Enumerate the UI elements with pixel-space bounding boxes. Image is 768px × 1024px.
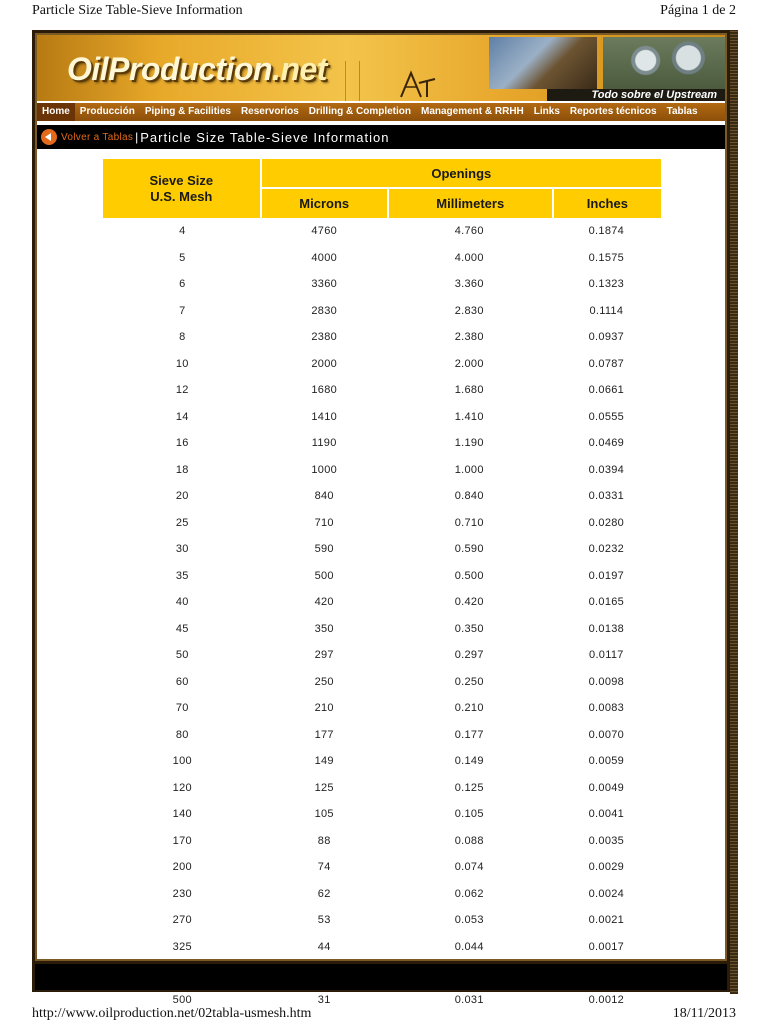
nav-item-home[interactable]: Home bbox=[37, 103, 75, 121]
main-nav bbox=[37, 103, 725, 121]
microns-cell: 31 bbox=[317, 993, 331, 1006]
millimeters-cell: 0.297 bbox=[454, 649, 484, 662]
table-row bbox=[103, 589, 661, 616]
header-sieve-size bbox=[103, 159, 262, 218]
mesh-cell: 270 bbox=[172, 914, 192, 927]
mesh-cell: 35 bbox=[175, 569, 189, 582]
inches-cell: 0.0098 bbox=[588, 675, 625, 688]
inches-cell: 0.0394 bbox=[588, 463, 625, 476]
title-separator: | bbox=[135, 130, 139, 144]
mesh-cell: 10 bbox=[175, 357, 189, 370]
inches-cell: 0.0017 bbox=[588, 940, 625, 953]
microns-cell: 2380 bbox=[311, 331, 338, 344]
mesh-cell: 40 bbox=[175, 596, 189, 609]
print-header-page: Página 1 de 2 bbox=[660, 3, 736, 18]
table-row bbox=[103, 404, 661, 431]
millimeters-cell: 0.053 bbox=[454, 914, 484, 927]
microns-cell: 149 bbox=[314, 755, 334, 768]
edge-strip bbox=[730, 30, 738, 994]
mesh-cell: 16 bbox=[175, 437, 189, 450]
sieve-table bbox=[103, 159, 661, 1013]
millimeters-cell: 0.062 bbox=[454, 887, 484, 900]
table-row bbox=[103, 881, 661, 908]
mesh-cell: 6 bbox=[179, 278, 186, 291]
logo-main: OilProduction bbox=[67, 51, 273, 87]
millimeters-cell: 0.031 bbox=[454, 993, 484, 1006]
millimeters-cell: 2.380 bbox=[454, 331, 484, 344]
table-row bbox=[103, 430, 661, 457]
microns-cell: 44 bbox=[317, 940, 331, 953]
inches-cell: 0.0331 bbox=[588, 490, 625, 503]
oil-derrick-icon bbox=[397, 69, 437, 99]
worker-photo bbox=[489, 37, 597, 89]
mesh-cell: 7 bbox=[179, 304, 186, 317]
mesh-cell: 500 bbox=[172, 993, 192, 1006]
table-row bbox=[103, 828, 661, 855]
millimeters-cell: 0.590 bbox=[454, 543, 484, 556]
millimeters-cell: 3.360 bbox=[454, 278, 484, 291]
mesh-cell: 70 bbox=[175, 702, 189, 715]
millimeters-cell: 0.044 bbox=[454, 940, 484, 953]
millimeters-cell: 0.710 bbox=[454, 516, 484, 529]
microns-cell: 840 bbox=[314, 490, 334, 503]
nav-item-reportes-tecnicos[interactable]: Reportes técnicos bbox=[569, 106, 657, 117]
header-millimeters: Millimeters bbox=[387, 189, 552, 218]
millimeters-cell: 0.177 bbox=[454, 728, 484, 741]
site-banner bbox=[37, 35, 725, 101]
inches-cell: 0.0138 bbox=[588, 622, 625, 635]
inches-cell: 0.0232 bbox=[588, 543, 625, 556]
nav-item-links[interactable]: Links bbox=[533, 106, 560, 117]
table-row bbox=[103, 934, 661, 961]
microns-cell: 590 bbox=[314, 543, 334, 556]
inches-cell: 0.1874 bbox=[588, 225, 625, 238]
millimeters-cell: 0.250 bbox=[454, 675, 484, 688]
print-footer bbox=[32, 1004, 736, 1024]
nav-item-piping-facilities[interactable]: Piping & Facilities bbox=[144, 106, 231, 117]
mesh-cell: 80 bbox=[175, 728, 189, 741]
mesh-cell: 20 bbox=[175, 490, 189, 503]
header-microns: Microns bbox=[262, 189, 387, 218]
table-body bbox=[103, 218, 661, 1013]
microns-cell: 3360 bbox=[311, 278, 338, 291]
table-row bbox=[103, 351, 661, 378]
table-row bbox=[103, 669, 661, 696]
millimeters-cell: 0.105 bbox=[454, 808, 484, 821]
microns-cell: 350 bbox=[314, 622, 334, 635]
site-logo[interactable] bbox=[67, 51, 327, 88]
mesh-cell: 120 bbox=[172, 781, 192, 794]
microns-cell: 2000 bbox=[311, 357, 338, 370]
mesh-cell: 25 bbox=[175, 516, 189, 529]
nav-item-tablas[interactable]: Tablas bbox=[666, 106, 698, 117]
inches-cell: 0.1323 bbox=[588, 278, 625, 291]
nav-item-drilling-completion[interactable]: Drilling & Completion bbox=[308, 106, 411, 117]
footer-bar bbox=[35, 964, 727, 990]
table-row bbox=[103, 907, 661, 934]
microns-cell: 1000 bbox=[311, 463, 338, 476]
mesh-cell: 170 bbox=[172, 834, 192, 847]
table-row bbox=[103, 457, 661, 484]
inches-cell: 0.0012 bbox=[588, 993, 625, 1006]
inches-cell: 0.1114 bbox=[589, 304, 624, 317]
print-header bbox=[32, 0, 736, 22]
microns-cell: 105 bbox=[314, 808, 334, 821]
microns-cell: 420 bbox=[314, 596, 334, 609]
print-footer-date: 18/11/2013 bbox=[672, 1006, 736, 1021]
inches-cell: 0.0117 bbox=[589, 649, 624, 662]
mesh-cell: 100 bbox=[172, 755, 192, 768]
mesh-cell: 325 bbox=[172, 940, 192, 953]
inches-cell: 0.0035 bbox=[588, 834, 625, 847]
print-footer-url: http://www.oilproduction.net/02tabla-usmesh.htm bbox=[32, 1006, 312, 1021]
millimeters-cell: 1.000 bbox=[454, 463, 484, 476]
header-inches: Inches bbox=[552, 189, 661, 218]
inches-cell: 0.0041 bbox=[588, 808, 625, 821]
microns-cell: 210 bbox=[314, 702, 334, 715]
table-row bbox=[103, 271, 661, 298]
back-to-tables-link[interactable]: Volver a Tablas bbox=[61, 131, 134, 143]
mesh-cell: 230 bbox=[172, 887, 192, 900]
millimeters-cell: 0.350 bbox=[454, 622, 484, 635]
table-row bbox=[103, 695, 661, 722]
microns-cell: 4000 bbox=[311, 251, 338, 264]
back-arrow-icon[interactable] bbox=[41, 129, 57, 145]
millimeters-cell: 0.125 bbox=[454, 781, 484, 794]
millimeters-cell: 0.074 bbox=[454, 861, 484, 874]
inches-cell: 0.0165 bbox=[588, 596, 625, 609]
inches-cell: 0.0070 bbox=[588, 728, 625, 741]
mesh-cell: 50 bbox=[175, 649, 189, 662]
inches-cell: 0.0280 bbox=[588, 516, 625, 529]
table-row bbox=[103, 854, 661, 881]
microns-cell: 250 bbox=[314, 675, 334, 688]
millimeters-cell: 4.760 bbox=[454, 225, 484, 238]
sieve-table-container bbox=[103, 159, 661, 1006]
mesh-cell: 200 bbox=[172, 861, 192, 874]
microns-cell: 62 bbox=[317, 887, 331, 900]
mesh-cell: 60 bbox=[175, 675, 189, 688]
millimeters-cell: 0.500 bbox=[454, 569, 484, 582]
millimeters-cell: 2.830 bbox=[454, 304, 484, 317]
header-sieve-line1: Sieve Size bbox=[149, 172, 214, 188]
table-row bbox=[103, 563, 661, 590]
millimeters-cell: 1.410 bbox=[454, 410, 484, 423]
page-content bbox=[35, 33, 727, 1006]
microns-cell: 2830 bbox=[311, 304, 338, 317]
microns-cell: 297 bbox=[314, 649, 334, 662]
mesh-cell: 45 bbox=[175, 622, 189, 635]
microns-cell: 88 bbox=[317, 834, 331, 847]
table-row bbox=[103, 245, 661, 272]
millimeters-cell: 0.840 bbox=[454, 490, 484, 503]
table-row bbox=[103, 377, 661, 404]
inches-cell: 0.0555 bbox=[588, 410, 625, 423]
table-row bbox=[103, 483, 661, 510]
millimeters-cell: 4.000 bbox=[454, 251, 484, 264]
microns-cell: 74 bbox=[317, 861, 331, 874]
nav-item-reservorios[interactable]: Reservorios bbox=[240, 106, 299, 117]
inches-cell: 0.0021 bbox=[588, 914, 625, 927]
site-tagline: Todo sobre el Upstream bbox=[547, 89, 725, 101]
millimeters-cell: 0.210 bbox=[454, 702, 484, 715]
table-row bbox=[103, 616, 661, 643]
inches-cell: 0.0049 bbox=[588, 781, 625, 794]
millimeters-cell: 0.420 bbox=[454, 596, 484, 609]
table-row bbox=[103, 775, 661, 802]
drill-bit-photo bbox=[603, 37, 725, 89]
table-row bbox=[103, 510, 661, 537]
microns-cell: 53 bbox=[317, 914, 331, 927]
mesh-cell: 12 bbox=[175, 384, 189, 397]
mesh-cell: 18 bbox=[175, 463, 189, 476]
table-row bbox=[103, 298, 661, 325]
page-title: Particle Size Table-Sieve Information bbox=[140, 129, 390, 145]
millimeters-cell: 1.680 bbox=[454, 384, 484, 397]
microns-cell: 4760 bbox=[311, 225, 338, 238]
logo-suffix: .net bbox=[272, 51, 327, 87]
mesh-cell: 4 bbox=[179, 225, 186, 238]
microns-cell: 710 bbox=[314, 516, 334, 529]
microns-cell: 1190 bbox=[311, 437, 337, 450]
nav-item-produccion[interactable]: Producción bbox=[79, 106, 135, 117]
inches-cell: 0.0197 bbox=[588, 569, 625, 582]
microns-cell: 1680 bbox=[311, 384, 338, 397]
print-header-title: Particle Size Table-Sieve Information bbox=[32, 3, 243, 18]
inches-cell: 0.0937 bbox=[588, 331, 625, 344]
inches-cell: 0.0024 bbox=[588, 887, 625, 900]
table-row bbox=[103, 748, 661, 775]
table-row bbox=[103, 324, 661, 351]
header-sieve-line2: U.S. Mesh bbox=[150, 188, 213, 204]
table-row bbox=[103, 218, 661, 245]
inches-cell: 0.0787 bbox=[588, 357, 625, 370]
millimeters-cell: 0.149 bbox=[454, 755, 484, 768]
table-row bbox=[103, 722, 661, 749]
mesh-cell: 5 bbox=[179, 251, 186, 264]
microns-cell: 500 bbox=[314, 569, 334, 582]
table-row bbox=[103, 642, 661, 669]
microns-cell: 1410 bbox=[311, 410, 338, 423]
mesh-cell: 140 bbox=[172, 808, 192, 821]
header-openings: Openings bbox=[262, 159, 661, 189]
page-title-bar bbox=[37, 125, 725, 149]
mesh-cell: 14 bbox=[175, 410, 189, 423]
web-page bbox=[32, 30, 730, 1006]
millimeters-cell: 0.088 bbox=[454, 834, 484, 847]
millimeters-cell: 1.190 bbox=[454, 437, 484, 450]
table-row bbox=[103, 536, 661, 563]
microns-cell: 177 bbox=[314, 728, 334, 741]
millimeters-cell: 2.000 bbox=[454, 357, 484, 370]
nav-item-management-rrhh[interactable]: Management & RRHH bbox=[420, 106, 524, 117]
inches-cell: 0.0029 bbox=[588, 861, 625, 874]
inches-cell: 0.0059 bbox=[588, 755, 625, 768]
microns-cell: 125 bbox=[314, 781, 334, 794]
inches-cell: 0.0469 bbox=[588, 437, 625, 450]
inches-cell: 0.0661 bbox=[588, 384, 625, 397]
mesh-cell: 30 bbox=[175, 543, 189, 556]
inches-cell: 0.0083 bbox=[588, 702, 625, 715]
mesh-cell: 8 bbox=[179, 331, 186, 344]
inches-cell: 0.1575 bbox=[588, 251, 625, 264]
table-row bbox=[103, 801, 661, 828]
